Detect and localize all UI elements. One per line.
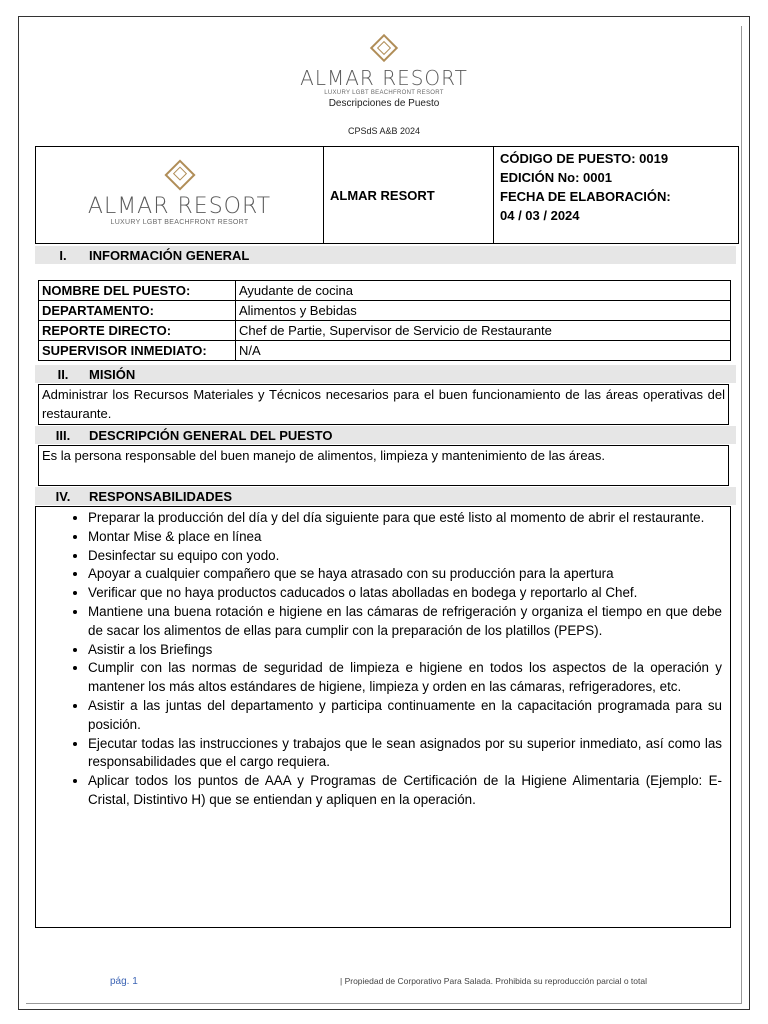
document-meta: [494, 147, 738, 243]
logo-name: ALMAR RESORT: [87, 194, 272, 219]
section-general-info: [35, 246, 736, 264]
logo-tagline: LUXURY LGBT BEACHFRONT RESORT: [110, 219, 249, 226]
list-item: • Mantiene una buena rotación e higiene en las cámaras de refrigeración y organiza el tiempo en que debe de sacar los alimentos de ellas para cumplir con la preparación de los platillos (PEPS).: [88, 603, 722, 641]
logo-tagline: LUXURY LGBT BEACHFRONT RESORT: [324, 90, 444, 96]
section-number: II.: [57, 366, 69, 382]
row-label: REPORTE DIRECTO:: [39, 321, 236, 341]
section-title: MISIÓN: [89, 366, 136, 382]
section-job-description: [35, 426, 736, 444]
diamond-emblem-icon: [370, 34, 398, 62]
date-label: FECHA DE ELABORACIÓN:: [500, 189, 671, 204]
list-item: • Montar Mise & place en línea: [88, 528, 722, 547]
diamond-emblem-icon: [164, 159, 195, 190]
section-title: DESCRIPCIÓN GENERAL DEL PUESTO: [89, 427, 333, 443]
company-name: ALMAR RESORT: [324, 147, 494, 243]
header-table: [35, 146, 739, 244]
row-value: Ayudante de cocina: [236, 281, 731, 301]
section-title: INFORMACIÓN GENERAL: [89, 247, 250, 263]
row-label: SUPERVISOR INMEDIATO:: [39, 341, 236, 361]
logo-name: ALMAR RESORT: [300, 66, 468, 90]
table-row: [39, 341, 731, 361]
header-table-logo-cell: [36, 147, 324, 243]
section-mission: [35, 365, 736, 383]
section-title: RESPONSABILIDADES: [89, 488, 233, 504]
list-item: • Apoyar a cualquier compañero que se haya atrasado con su producción para la apertura: [88, 565, 722, 584]
list-item: • Verificar que no haya productos caducados o latas abolladas en bodega y reportarlo al Chef.: [88, 584, 722, 603]
mission-text: Administrar los Recursos Materiales y Técnicos necesarios para el buen funcionamiento de las áreas operativas del restaurante.: [38, 384, 729, 425]
responsibilities-list: [36, 507, 730, 810]
document-code: CPSdS A&B 2024: [347, 126, 421, 136]
section-number: I.: [59, 247, 67, 263]
section-responsibilities: [35, 487, 736, 505]
page-number: pág. 1: [110, 976, 138, 987]
list-item: • Preparar la producción del día y del día siguiente para que esté listo al momento de abrir el restaurante.: [88, 509, 722, 528]
row-value: Alimentos y Bebidas: [236, 301, 731, 321]
footer-note: | Propiedad de Corporativo Para Salada. Prohibida su reproducción parcial o total: [340, 976, 647, 986]
section-number: IV.: [55, 488, 71, 504]
table-row: [39, 321, 731, 341]
job-code: CÓDIGO DE PUESTO: 0019: [500, 151, 669, 166]
document-subtitle: Descripciones de Puesto: [328, 98, 440, 109]
row-value: Chef de Partie, Supervisor de Servicio de Restaurante: [236, 321, 731, 341]
date-value: 04 / 03 / 2024: [500, 208, 580, 223]
row-label: DEPARTAMENTO:: [39, 301, 236, 321]
list-item: • Cumplir con las normas de seguridad de limpieza e higiene en todos los aspectos de la operación y mantener los más altos estándares de higiene, limpieza y orden en las cámaras, refrigeradores, etc.: [88, 659, 722, 697]
list-item: • Aplicar todos los puntos de AAA y Programas de Certificación de la Higiene Alimentaria (Ejemplo: E- Cristal, Distintivo H) que se entiendan y apliquen en la operación.: [88, 772, 722, 810]
table-row: [39, 281, 731, 301]
header-logo: [0, 38, 768, 96]
list-item: • Asistir a los Briefings: [88, 641, 722, 660]
job-description-text: Es la persona responsable del buen manejo de alimentos, limpieza y mantenimiento de las áreas.: [38, 445, 729, 486]
list-item: • Ejecutar todas las instrucciones y trabajos que le sean asignados por su superior inmediato, así como las responsabilidades que el cargo requiera.: [88, 735, 722, 773]
table-row: [39, 301, 731, 321]
responsibilities-box: [35, 506, 731, 928]
list-item: • Desinfectar su equipo con yodo.: [88, 547, 722, 566]
list-item: • Asistir a las juntas del departamento y participa continuamente en la capacitación programada para su posición.: [88, 697, 722, 735]
row-value: N/A: [236, 341, 731, 361]
row-label: NOMBRE DEL PUESTO:: [39, 281, 236, 301]
section-number: III.: [55, 427, 71, 443]
general-info-table: [38, 280, 731, 361]
edition: EDICIÓN No: 0001: [500, 170, 612, 185]
